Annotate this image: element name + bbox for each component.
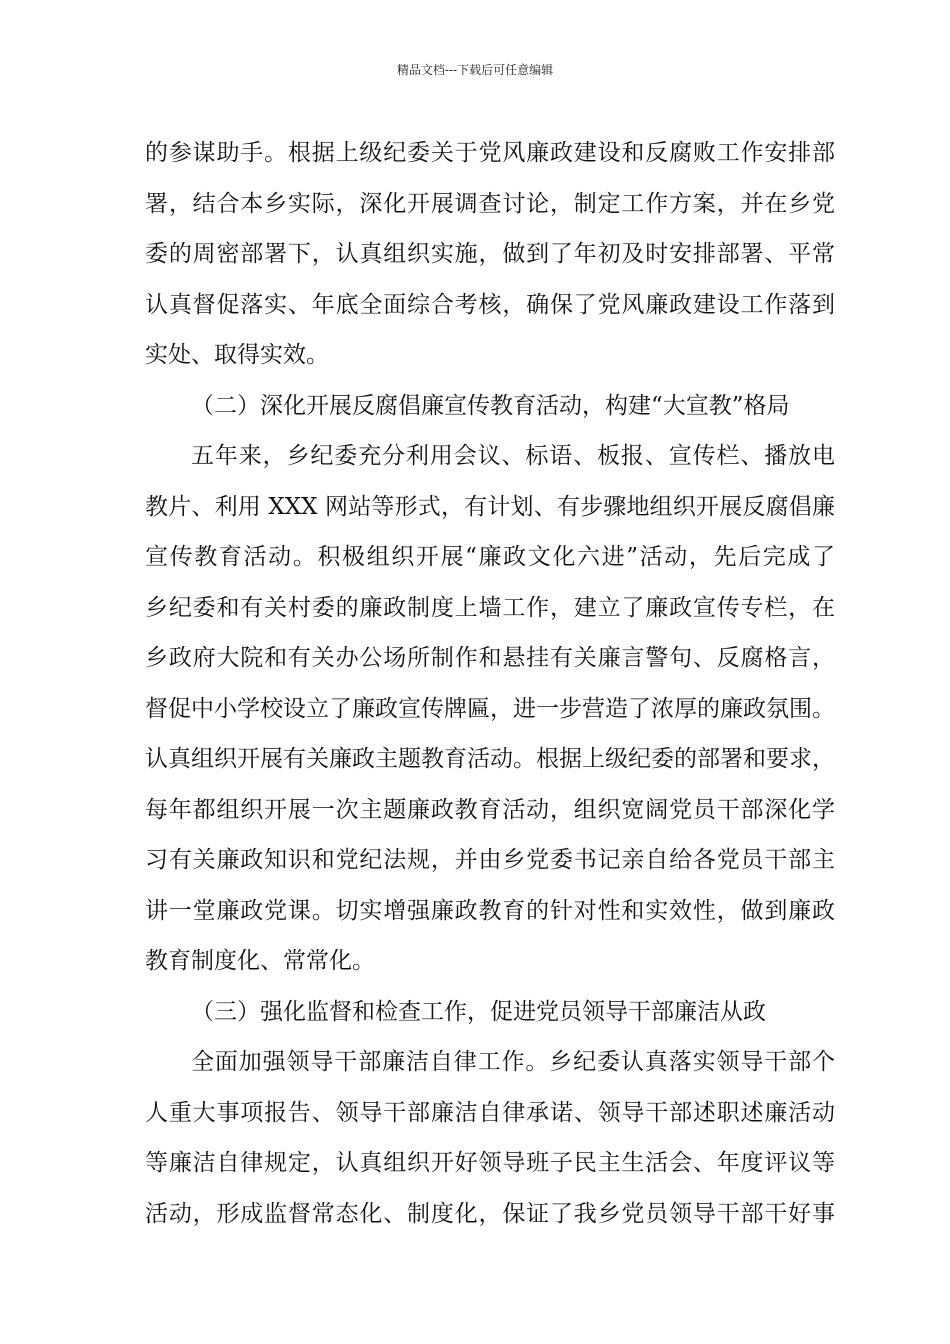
text-line: 署，结合本乡实际，深化开展调查讨论，制定工作方案，并在乡党 — [145, 190, 835, 217]
text-line: 认真组织开展有关廉政主题教育活动。根据上级纪委的部署和要求， — [145, 746, 835, 772]
text-line: 活动，形成监督常态化、制度化，保证了我乡党员领导干部干好事 — [145, 1200, 835, 1227]
document-body — [145, 128, 835, 1239]
text-line: 宣传教育活动。积极组织开展“廉政文化六进”活动，先后完成了 — [145, 544, 835, 570]
text-line: 讲一堂廉政党课。切实增强廉政教育的针对性和实效性，做到廉政 — [145, 897, 835, 924]
text-line: 每年都组织开展一次主题廉政教育活动，组织宽阔党员干部深化学 — [145, 796, 835, 823]
text-line: 督促中小学校设立了廉政宣传牌匾，进一步营造了浓厚的廉政氛围。 — [145, 695, 835, 722]
text-line: 认真督促落实、年底全面综合考核，确保了党风廉政建设工作落到 — [145, 291, 835, 318]
text-line: 人重大事项报告、领导干部廉洁自律承诺、领导干部述职述廉活动 — [145, 1099, 835, 1126]
text-line: 教片、利用 XXX 网站等形式，有计划、有步骤地组织开展反腐倡廉 — [145, 493, 835, 520]
text-line: 乡纪委和有关村委的廉政制度上墙工作，建立了廉政宣传专栏，在 — [145, 594, 835, 621]
text-line: 五年来，乡纪委充分利用会议、标语、板报、宣传栏、播放电 — [191, 443, 835, 469]
text-line: 委的周密部署下，认真组织实施，做到了年初及时安排部署、平常 — [145, 241, 835, 267]
section-heading: （二）深化开展反腐倡廉宣传教育活动，构建“大宣教”格局 — [191, 392, 790, 419]
text-line: 等廉洁自律规定，认真组织开好领导班子民主生活会、年度评议等 — [145, 1150, 835, 1176]
text-line: 乡政府大院和有关办公场所制作和悬挂有关廉言警句、反腐格言， — [145, 645, 835, 671]
text-line: 实处、取得实效。 — [145, 342, 329, 368]
page-header: 精品文档---下载后可任意编辑 — [396, 63, 554, 77]
section-heading: （三）强化监督和检查工作，促进党员领导干部廉洁从政 — [191, 998, 766, 1025]
text-line: 的参谋助手。根据上级纪委关于党风廉政建设和反腐败工作安排部 — [145, 140, 835, 166]
text-line: 全面加强领导干部廉洁自律工作。乡纪委认真落实领导干部个 — [191, 1049, 835, 1075]
text-line: 教育制度化、常常化。 — [145, 948, 375, 974]
text-line: 习有关廉政知识和党纪法规，并由乡党委书记亲自给各党员干部主 — [145, 847, 835, 873]
